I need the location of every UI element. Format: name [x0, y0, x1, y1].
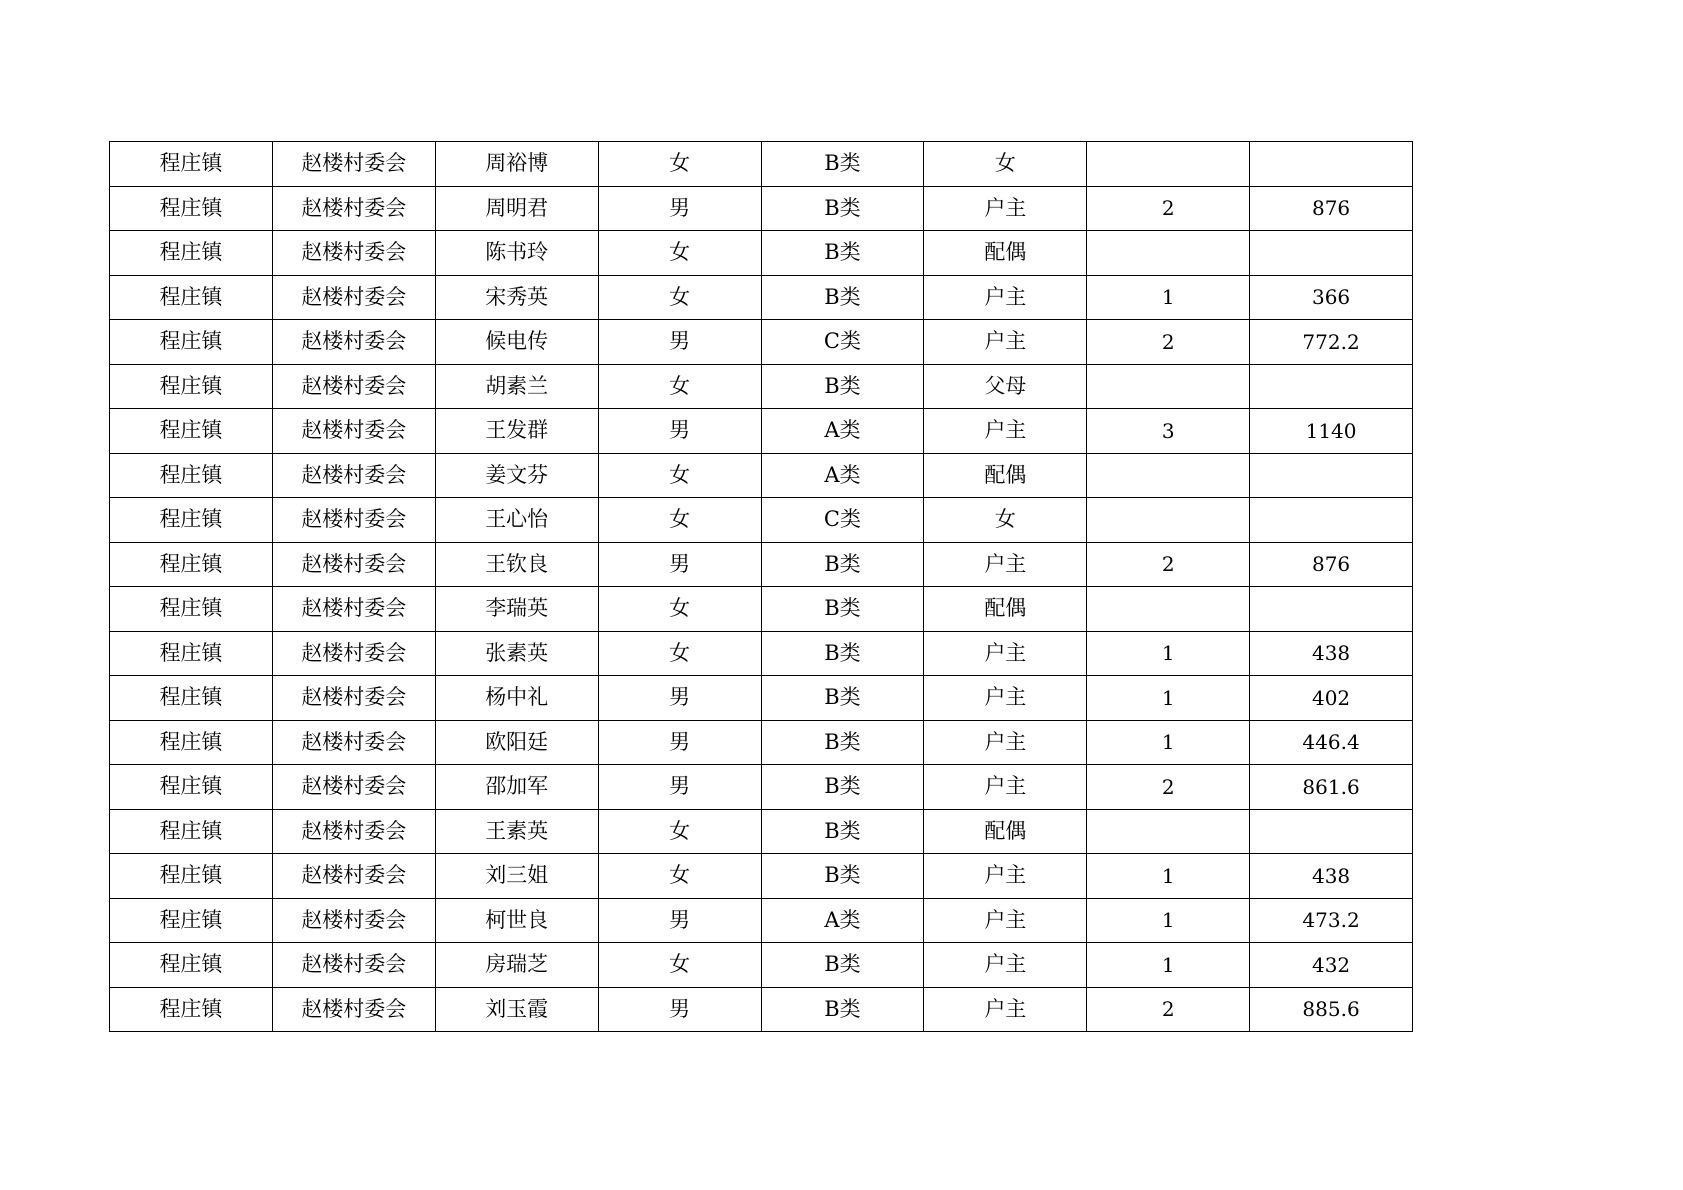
category-cell: B类: [761, 720, 924, 765]
name-cell: 陈书玲: [435, 231, 598, 276]
amount-cell: [1250, 364, 1413, 409]
gender-cell: 男: [598, 987, 761, 1032]
gender-cell: 男: [598, 186, 761, 231]
amount-cell: 772.2: [1250, 320, 1413, 365]
household-size-cell: [1087, 453, 1250, 498]
amount-cell: [1250, 231, 1413, 276]
village-cell: 赵楼村委会: [272, 720, 435, 765]
table-row: [110, 364, 1413, 409]
gender-cell: 女: [598, 142, 761, 187]
town-cell: 程庄镇: [110, 409, 273, 454]
gender-cell: 男: [598, 720, 761, 765]
amount-cell: 876: [1250, 542, 1413, 587]
amount-cell: 432: [1250, 943, 1413, 988]
relation-cell: 女: [924, 498, 1087, 543]
amount-cell: 861.6: [1250, 765, 1413, 810]
town-cell: 程庄镇: [110, 142, 273, 187]
category-cell: B类: [761, 943, 924, 988]
relation-cell: 户主: [924, 186, 1087, 231]
town-cell: 程庄镇: [110, 809, 273, 854]
village-cell: 赵楼村委会: [272, 320, 435, 365]
village-cell: 赵楼村委会: [272, 676, 435, 721]
roster-table-body: [110, 142, 1413, 1032]
name-cell: 柯世良: [435, 898, 598, 943]
category-cell: A类: [761, 453, 924, 498]
village-cell: 赵楼村委会: [272, 142, 435, 187]
table-row: [110, 676, 1413, 721]
table-row: [110, 320, 1413, 365]
town-cell: 程庄镇: [110, 898, 273, 943]
category-cell: A类: [761, 898, 924, 943]
household-size-cell: 2: [1087, 186, 1250, 231]
town-cell: 程庄镇: [110, 498, 273, 543]
household-size-cell: [1087, 587, 1250, 632]
gender-cell: 男: [598, 765, 761, 810]
gender-cell: 女: [598, 809, 761, 854]
gender-cell: 女: [598, 453, 761, 498]
relation-cell: 户主: [924, 765, 1087, 810]
amount-cell: 366: [1250, 275, 1413, 320]
category-cell: B类: [761, 587, 924, 632]
household-size-cell: [1087, 498, 1250, 543]
category-cell: B类: [761, 631, 924, 676]
amount-cell: 876: [1250, 186, 1413, 231]
village-cell: 赵楼村委会: [272, 943, 435, 988]
relation-cell: 户主: [924, 943, 1087, 988]
amount-cell: 438: [1250, 631, 1413, 676]
village-cell: 赵楼村委会: [272, 765, 435, 810]
relation-cell: 户主: [924, 275, 1087, 320]
household-size-cell: 1: [1087, 720, 1250, 765]
gender-cell: 女: [598, 587, 761, 632]
relation-cell: 配偶: [924, 453, 1087, 498]
gender-cell: 男: [598, 898, 761, 943]
table-row: [110, 854, 1413, 899]
town-cell: 程庄镇: [110, 987, 273, 1032]
name-cell: 周明君: [435, 186, 598, 231]
category-cell: B类: [761, 854, 924, 899]
village-cell: 赵楼村委会: [272, 987, 435, 1032]
name-cell: 张素英: [435, 631, 598, 676]
household-size-cell: 1: [1087, 854, 1250, 899]
amount-cell: 885.6: [1250, 987, 1413, 1032]
town-cell: 程庄镇: [110, 320, 273, 365]
amount-cell: [1250, 142, 1413, 187]
town-cell: 程庄镇: [110, 453, 273, 498]
household-size-cell: 2: [1087, 765, 1250, 810]
table-row: [110, 943, 1413, 988]
name-cell: 王发群: [435, 409, 598, 454]
town-cell: 程庄镇: [110, 542, 273, 587]
name-cell: 杨中礼: [435, 676, 598, 721]
category-cell: A类: [761, 409, 924, 454]
name-cell: 胡素兰: [435, 364, 598, 409]
name-cell: 周裕博: [435, 142, 598, 187]
relation-cell: 户主: [924, 898, 1087, 943]
name-cell: 邵加军: [435, 765, 598, 810]
village-cell: 赵楼村委会: [272, 409, 435, 454]
household-size-cell: [1087, 364, 1250, 409]
amount-cell: 438: [1250, 854, 1413, 899]
town-cell: 程庄镇: [110, 720, 273, 765]
household-size-cell: 1: [1087, 631, 1250, 676]
roster-table: [109, 141, 1413, 1032]
name-cell: 刘玉霞: [435, 987, 598, 1032]
amount-cell: 473.2: [1250, 898, 1413, 943]
household-size-cell: 3: [1087, 409, 1250, 454]
category-cell: B类: [761, 275, 924, 320]
relation-cell: 户主: [924, 987, 1087, 1032]
name-cell: 李瑞英: [435, 587, 598, 632]
amount-cell: [1250, 453, 1413, 498]
category-cell: B类: [761, 231, 924, 276]
name-cell: 候电传: [435, 320, 598, 365]
table-row: [110, 987, 1413, 1032]
name-cell: 宋秀英: [435, 275, 598, 320]
town-cell: 程庄镇: [110, 676, 273, 721]
name-cell: 刘三姐: [435, 854, 598, 899]
village-cell: 赵楼村委会: [272, 453, 435, 498]
name-cell: 王钦良: [435, 542, 598, 587]
amount-cell: 402: [1250, 676, 1413, 721]
town-cell: 程庄镇: [110, 275, 273, 320]
relation-cell: 配偶: [924, 231, 1087, 276]
relation-cell: 户主: [924, 720, 1087, 765]
town-cell: 程庄镇: [110, 186, 273, 231]
category-cell: B类: [761, 809, 924, 854]
town-cell: 程庄镇: [110, 587, 273, 632]
table-row: [110, 898, 1413, 943]
document-page: [109, 141, 1413, 1032]
household-size-cell: [1087, 142, 1250, 187]
gender-cell: 女: [598, 498, 761, 543]
village-cell: 赵楼村委会: [272, 809, 435, 854]
household-size-cell: [1087, 809, 1250, 854]
village-cell: 赵楼村委会: [272, 364, 435, 409]
gender-cell: 男: [598, 409, 761, 454]
table-row: [110, 765, 1413, 810]
household-size-cell: 1: [1087, 275, 1250, 320]
town-cell: 程庄镇: [110, 854, 273, 899]
relation-cell: 户主: [924, 542, 1087, 587]
table-row: [110, 809, 1413, 854]
table-row: [110, 453, 1413, 498]
gender-cell: 女: [598, 943, 761, 988]
household-size-cell: 2: [1087, 542, 1250, 587]
relation-cell: 户主: [924, 409, 1087, 454]
gender-cell: 男: [598, 542, 761, 587]
category-cell: B类: [761, 765, 924, 810]
gender-cell: 女: [598, 275, 761, 320]
relation-cell: 父母: [924, 364, 1087, 409]
amount-cell: 1140: [1250, 409, 1413, 454]
table-row: [110, 720, 1413, 765]
household-size-cell: [1087, 231, 1250, 276]
table-row: [110, 631, 1413, 676]
village-cell: 赵楼村委会: [272, 542, 435, 587]
relation-cell: 户主: [924, 854, 1087, 899]
village-cell: 赵楼村委会: [272, 898, 435, 943]
gender-cell: 女: [598, 631, 761, 676]
amount-cell: [1250, 809, 1413, 854]
name-cell: 房瑞芝: [435, 943, 598, 988]
table-row: [110, 587, 1413, 632]
category-cell: B类: [761, 676, 924, 721]
table-row: [110, 142, 1413, 187]
relation-cell: 户主: [924, 320, 1087, 365]
table-row: [110, 542, 1413, 587]
name-cell: 欧阳廷: [435, 720, 598, 765]
category-cell: B类: [761, 186, 924, 231]
gender-cell: 男: [598, 676, 761, 721]
category-cell: B类: [761, 542, 924, 587]
village-cell: 赵楼村委会: [272, 186, 435, 231]
table-row: [110, 498, 1413, 543]
gender-cell: 女: [598, 364, 761, 409]
name-cell: 王素英: [435, 809, 598, 854]
amount-cell: [1250, 498, 1413, 543]
name-cell: 姜文芬: [435, 453, 598, 498]
town-cell: 程庄镇: [110, 231, 273, 276]
relation-cell: 女: [924, 142, 1087, 187]
category-cell: B类: [761, 142, 924, 187]
household-size-cell: 1: [1087, 676, 1250, 721]
gender-cell: 男: [598, 320, 761, 365]
village-cell: 赵楼村委会: [272, 275, 435, 320]
household-size-cell: 1: [1087, 898, 1250, 943]
relation-cell: 配偶: [924, 587, 1087, 632]
town-cell: 程庄镇: [110, 765, 273, 810]
relation-cell: 户主: [924, 676, 1087, 721]
table-row: [110, 275, 1413, 320]
household-size-cell: 2: [1087, 320, 1250, 365]
relation-cell: 配偶: [924, 809, 1087, 854]
town-cell: 程庄镇: [110, 943, 273, 988]
relation-cell: 户主: [924, 631, 1087, 676]
household-size-cell: 2: [1087, 987, 1250, 1032]
category-cell: C类: [761, 320, 924, 365]
amount-cell: [1250, 587, 1413, 632]
category-cell: B类: [761, 987, 924, 1032]
town-cell: 程庄镇: [110, 631, 273, 676]
town-cell: 程庄镇: [110, 364, 273, 409]
category-cell: C类: [761, 498, 924, 543]
village-cell: 赵楼村委会: [272, 631, 435, 676]
village-cell: 赵楼村委会: [272, 587, 435, 632]
household-size-cell: 1: [1087, 943, 1250, 988]
gender-cell: 女: [598, 854, 761, 899]
table-row: [110, 409, 1413, 454]
table-row: [110, 186, 1413, 231]
gender-cell: 女: [598, 231, 761, 276]
village-cell: 赵楼村委会: [272, 498, 435, 543]
village-cell: 赵楼村委会: [272, 231, 435, 276]
table-row: [110, 231, 1413, 276]
category-cell: B类: [761, 364, 924, 409]
amount-cell: 446.4: [1250, 720, 1413, 765]
name-cell: 王心怡: [435, 498, 598, 543]
village-cell: 赵楼村委会: [272, 854, 435, 899]
